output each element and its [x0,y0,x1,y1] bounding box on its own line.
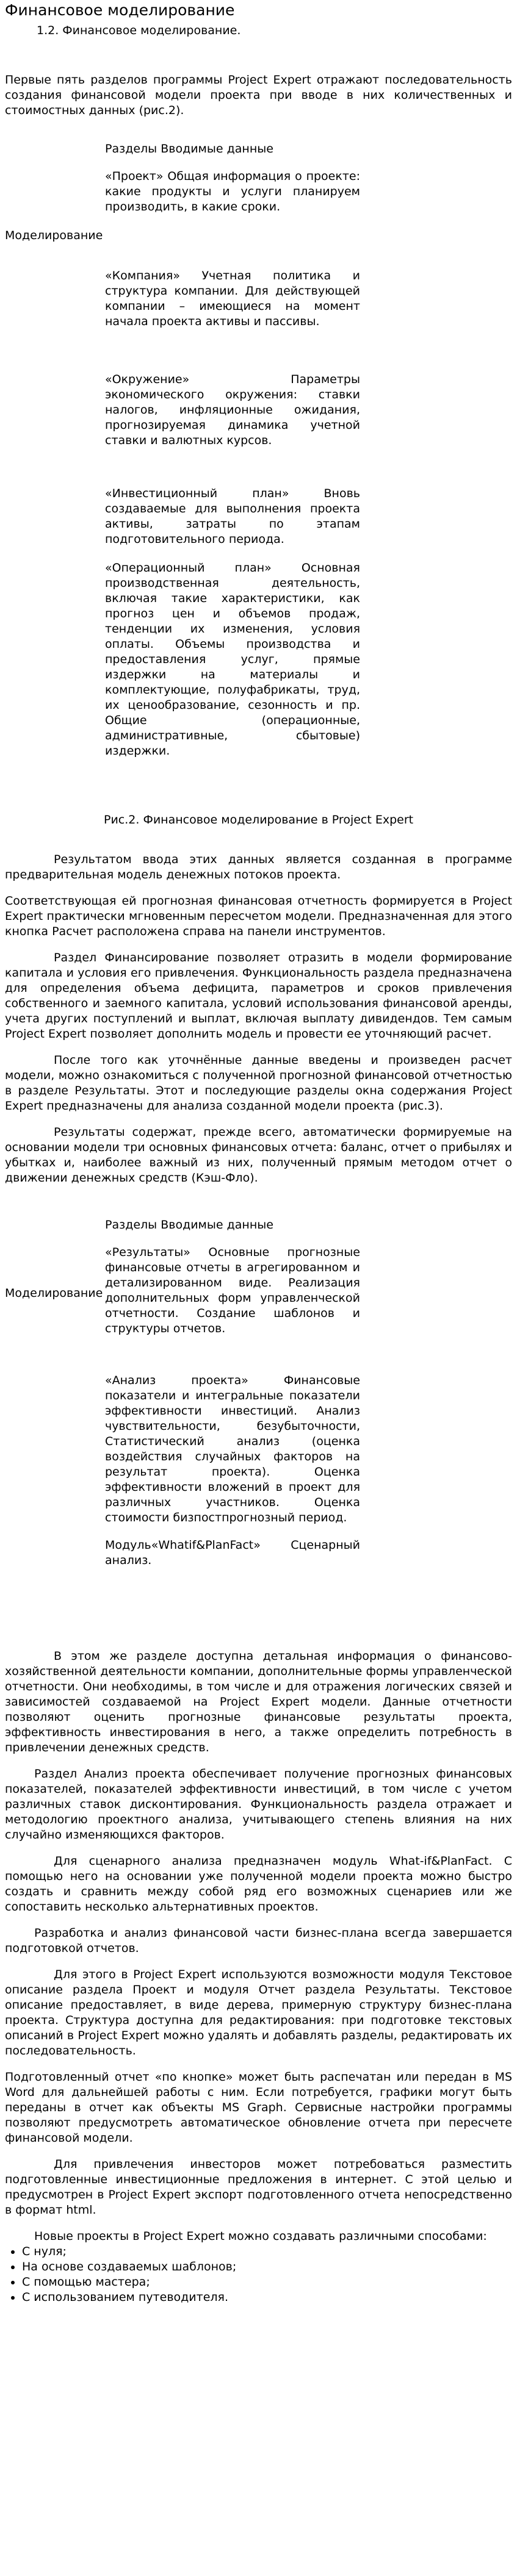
list-item: • С помощью мастера; [22,2275,517,2290]
body-paragraph: Подготовленный отчет «по кнопке» может быть распечатан или передан в MS Word для дальнейшей работы с ним. Если потребуется, графики могут быть переданы в отчет как объекты MS Graph. Сервисные настройки программы позволяют предусмотреть автоматическое обновление отчета при пересчете финансовой модели. [5,2070,512,2145]
list-item: • С нуля; [22,2244,517,2259]
figure-2-item: «Инвестиционный план» Вновь создаваемые для выполнения проекта активы, затраты по этапам подготовительного периода. [105,487,360,546]
body-paragraph: Соответствующая ей прогнозная финансовая отчетность формируется в Project Expert практически мгновенным пересчетом модели. Предназначенная для этого кнопка Расчет расположена справа на панели инструментов. [5,894,512,938]
body-paragraph: Новые проекты в Project Expert можно создавать различными способами: [34,2230,487,2243]
body-paragraph: В этом же разделе доступна детальная информация о финансово-хозяйственной деятельности компании, дополнительные формы управленческой отчетности. Они необходимы, в том числе и для отражения логических связей и зависимостей создаваемой на Project Expert модели. Данные отчетности позволяют оценить прогнозные финансовые результаты проекта, эффективность инвестирования в него, а также определить потребность в привлечении денежных средств. [5,1649,512,1754]
figure-2-item: «Компания» Учетная политика и структура компании. Для действующей компании – имеющиеся на момент начала проекта активы и пассивы. [105,269,360,328]
body-paragraph: Раздел Финансирование позволяет отразить в модели формирование капитала и условия его привлечения. Функциональность раздела предназначена для определения объема дефицита, параметров и сроков привлечения собственного и заемного капитала, условий использования финансовой аренды, учета других поступлений и выплат, включая выплату дивидендов. Тем самым Project Expert позволяет дополнить модель и провести ее уточняющий расчет. [5,951,512,1041]
body-paragraph: Разработка и анализ финансовой части бизнес-плана всегда завершается подготовкой отчетов. [5,1926,512,1955]
body-paragraph: Результаты содержат, прежде всего, автоматически формируемые на основании модели три основных финансовых отчета: баланс, отчет о прибылях и убытках и, наиболее важный из них, полученный прямым методом отчет о движении денежных средств (Кэш-Фло). [5,1125,512,1185]
methods-list [0,2244,517,2305]
figure-2-left-column [0,142,101,759]
figure-2-right-column [105,142,360,759]
body-paragraph: После того как уточнённые данные введены и произведен расчет модели, можно ознакомиться с полученной прогнозной финансовой отчетностью в разделе Результаты. Этот и последующие разделы окна содержания Project Expert предназначены для анализа созданной модели проекта (рис.3). [5,1053,512,1113]
figure-2-item: «Окружение» Параметры экономического окружения: ставки налогов, инфляционные ожидания, прогнозируемая динамика учетной ставки и валютных курсов. [105,373,360,447]
figure-2-table [0,142,517,759]
figure-2-caption: Рис.2. Финансовое моделирование в Project Expert [104,813,414,827]
list-item: • На основе создаваемых шаблонов; [22,2259,517,2275]
intro-paragraph: Первые пять разделов программы Project Expert отражают последовательность создания финансовой модели проекта при вводе в них количественных и стоимостных данных (рис.2). [5,73,512,117]
figure-2-left-label: Моделирование [5,229,103,242]
figure-3-header: Разделы Вводимые данные [105,1218,273,1232]
body-paragraph: Для этого в Project Expert используются возможности модуля Текстовое описание раздела Проект и модуля Отчет раздела Результаты. Текстовое описание предоставляет, в виде дерева, примерную структуру бизнес-плана проекта. Структура доступна для редактирования: при подготовке текстовых описаний в Project Expert можно удалять и добавлять разделы, редактировать их последовательность. [5,1968,512,2058]
body-paragraph: Раздел Анализ проекта обеспечивает получение прогнозных финансовых показателей, показателей эффективности инвестиций, в том числе с учетом различных ставок дисконтирования. Функциональность раздела отражает и методологию проектного анализа, учитывающего степень влияния на них случайно изменяющихся факторов. [5,1767,512,1842]
body-paragraph: Для сценарного анализа предназначен модуль What-if&PlanFact. С помощью него на основании уже полученной модели проекта можно быстро создать и сравнить между собой ряд его возможных сценариев или же сопоставить несколько альтернативных проектов. [5,1854,512,1914]
figure-3-item: «Результаты» Основные прогнозные финансовые отчеты в агрегированном и детализированном виде. Реализация дополнительных форм управленческой отчетности. Создание шаблонов и структуры отчетов. [105,1246,360,1335]
figure-3-item: Модуль«Whatif&PlanFact» Сценарный анализ. [105,1538,360,1567]
body-paragraph: Для привлечения инвесторов может потребоваться разместить подготовленные инвестиционные предложения в интернет. С этой целью и предусмотрен в Project Expert экспорт подготовленного отчета непосредственно в формат html. [5,2158,512,2217]
figure-2-item: «Операционный план» Основная производственная деятельность, включая такие характеристики, как прогноз цен и объемов продаж, тенденции их изменения, условия оплаты. Объемы производства и предоставления услуг, прямые издержки на материалы и комплектующие, полуфабрикаты, труд, их ценообразование, сезонность и пр. Общие (операционные, административные, сбытовые) издержки. [105,561,360,758]
body-paragraph: Результатом ввода этих данных является созданная в программе предварительная модель денежных потоков проекта. [5,853,512,881]
figure-3-table [0,1218,517,1568]
figure-2-header: Разделы Вводимые данные [105,142,273,156]
figure-3-right-column [105,1218,360,1568]
figure-2-item: «Проект» Общая информация о проекте: какие продукты и услуги планируем производить, в какие сроки. [105,170,360,213]
list-item: • С использованием путеводителя. [22,2290,517,2305]
page-title: Финансовое моделирование [5,1,235,19]
figure-3-left-column [0,1218,101,1568]
section-heading: 1.2. Финансовое моделирование. [37,24,241,37]
figure-3-item: «Анализ проекта» Финансовые показатели и интегральные показатели эффективности инвестиций. Анализ чувствительности, безубыточности, Статистический анализ (оценка воздействия случайных факторов на результат проекта). Оценка эффективности вложений в проект для различных участников. Оценка стоимости бизпостпрогнозный период. [105,1374,360,1524]
figure-3-left-label: Моделирование [5,1286,103,1300]
